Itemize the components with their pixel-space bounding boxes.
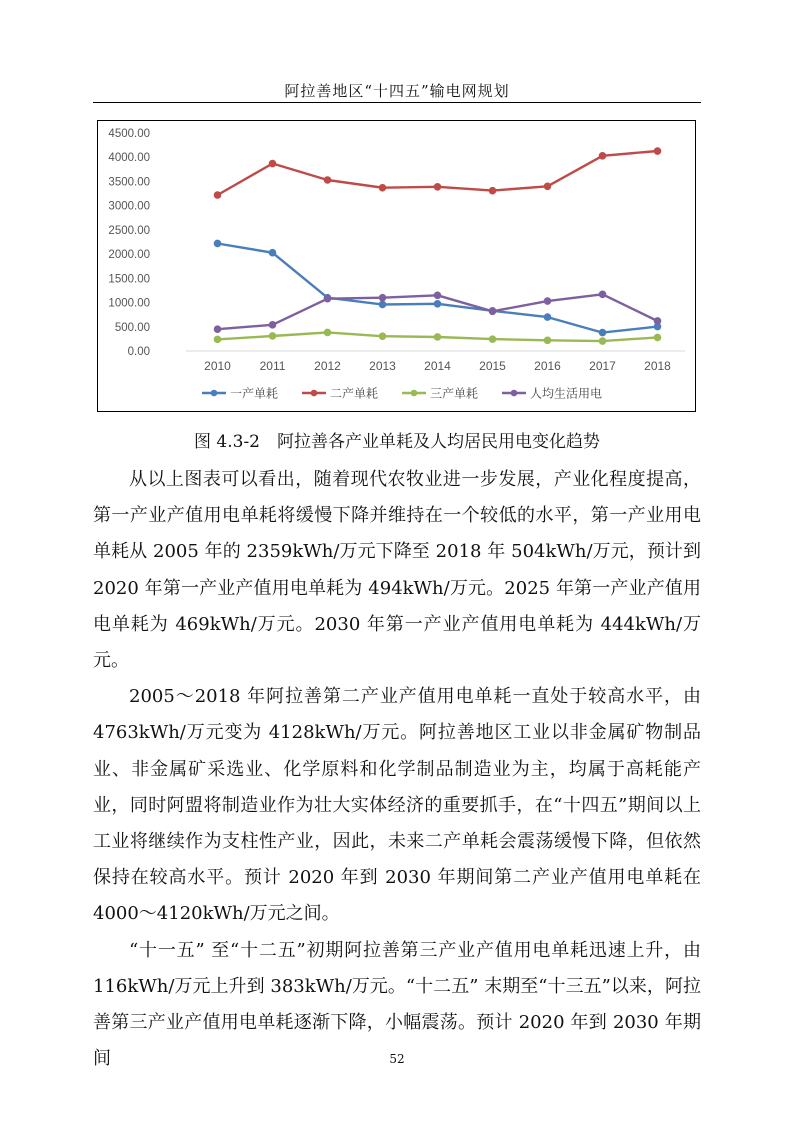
x-tick-label: 2011 bbox=[259, 359, 286, 373]
data-point bbox=[599, 338, 606, 345]
data-point bbox=[489, 336, 496, 343]
data-point bbox=[379, 301, 386, 308]
data-point bbox=[654, 318, 661, 325]
y-tick-label: 1500.00 bbox=[108, 273, 150, 286]
data-point bbox=[324, 177, 331, 184]
y-tick-label: 4000.00 bbox=[108, 152, 150, 165]
data-point bbox=[544, 337, 551, 344]
paragraph: “十一五” 至“十二五”初期阿拉善第三产业产值用电单耗迅速上升，由116kWh/万元上升到 383kWh/万元。“十二五” 末期至“十三五”以来，阿拉善第三产业产值用电单耗逐渐下降，小幅震荡。预计 2020 年到 2030 年期间 bbox=[93, 939, 701, 1070]
chart-svg bbox=[98, 121, 695, 411]
data-point bbox=[214, 192, 221, 199]
y-tick-label: 2500.00 bbox=[108, 224, 150, 237]
data-point bbox=[269, 249, 276, 256]
y-tick-label: 1000.00 bbox=[108, 297, 150, 310]
y-tick-label: 3000.00 bbox=[108, 200, 150, 213]
x-tick-label: 2016 bbox=[534, 359, 561, 373]
line-chart bbox=[97, 120, 696, 412]
data-point bbox=[434, 300, 441, 307]
legend-label: 三产单耗 bbox=[430, 386, 479, 401]
data-point bbox=[489, 187, 496, 194]
page-header: 阿拉善地区“十四五”输电网规划 bbox=[284, 82, 510, 100]
data-point bbox=[379, 333, 386, 340]
data-point bbox=[269, 322, 276, 329]
data-point bbox=[324, 295, 331, 302]
data-point bbox=[599, 152, 606, 159]
figure-caption: 图 4.3-2 阿拉善各产业单耗及人均居民用电变化趋势 bbox=[194, 432, 600, 452]
data-point bbox=[489, 308, 496, 315]
data-point bbox=[654, 148, 661, 155]
legend-swatch-marker bbox=[311, 390, 318, 397]
data-point bbox=[379, 294, 386, 301]
page-number: 52 bbox=[389, 1052, 405, 1066]
data-point bbox=[544, 314, 551, 321]
y-tick-label: 0.00 bbox=[127, 346, 150, 358]
header-rule bbox=[93, 102, 701, 103]
data-point bbox=[599, 291, 606, 298]
x-tick-label: 2014 bbox=[424, 359, 451, 373]
legend-swatch-marker bbox=[411, 390, 418, 397]
data-point bbox=[324, 329, 331, 336]
x-tick-label: 2018 bbox=[644, 359, 671, 373]
legend-label: 人均生活用电 bbox=[530, 386, 603, 401]
x-tick-label: 2017 bbox=[589, 359, 616, 373]
data-point bbox=[654, 334, 661, 341]
data-point bbox=[214, 326, 221, 333]
series-line bbox=[218, 294, 658, 329]
x-tick-label: 2013 bbox=[369, 359, 396, 373]
data-point bbox=[434, 334, 441, 341]
y-tick-label: 3500.00 bbox=[108, 176, 150, 189]
y-tick-label: 2000.00 bbox=[108, 249, 150, 262]
data-point bbox=[544, 183, 551, 190]
data-point bbox=[269, 333, 276, 340]
x-tick-label: 2015 bbox=[479, 359, 506, 373]
y-tick-label: 4500.00 bbox=[108, 128, 150, 140]
paragraph: 2005～2018 年阿拉善第二产业产值用电单耗一直处于较高水平，由4763kWh/万元变为 4128kWh/万元。阿拉善地区工业以非金属矿物制品业、非金属矿采选业、化学原料和化学制品制造业为主，均属于高耗能产业，同时阿盟将制造业作为壮大实体经济的重要抓手，在“十四五”期间以上工业将继续作为支柱性产业，因此，未来二产单耗会震荡缓慢下降，但依然保持在较高水平。预计 2020 年到 2030 年期间第二产业产值用电单耗在 4000～4120kWh/万元之间。 bbox=[93, 686, 701, 925]
data-point bbox=[434, 292, 441, 299]
data-point bbox=[269, 160, 276, 167]
data-point bbox=[544, 298, 551, 305]
paragraph: 从以上图表可以看出，随着现代农牧业进一步发展，产业化程度提高，第一产业产值用电单耗将缓慢下降并维持在一个较低的水平，第一产业用电单耗从 2005 年的 2359kWh/万元下降至 2018 年 504kWh/万元，预计到2020 年第一产业产值用电单耗为 494kWh/万元。2025 年第一产业产值用电单耗为 469kWh/万元。2030 年第一产业产值用电单耗为 444kWh/万元。 bbox=[93, 469, 701, 672]
data-point bbox=[379, 184, 386, 191]
legend-swatch-marker bbox=[211, 390, 218, 397]
data-point bbox=[599, 329, 606, 336]
legend-label: 二产单耗 bbox=[330, 386, 379, 401]
data-point bbox=[214, 240, 221, 247]
legend-swatch-marker bbox=[511, 390, 518, 397]
legend-label: 一产单耗 bbox=[230, 386, 279, 401]
data-point bbox=[214, 336, 221, 343]
x-tick-label: 2012 bbox=[314, 359, 341, 373]
x-tick-label: 2010 bbox=[204, 359, 231, 373]
y-tick-label: 500.00 bbox=[114, 321, 150, 334]
data-point bbox=[434, 183, 441, 190]
body-text bbox=[93, 462, 701, 1077]
